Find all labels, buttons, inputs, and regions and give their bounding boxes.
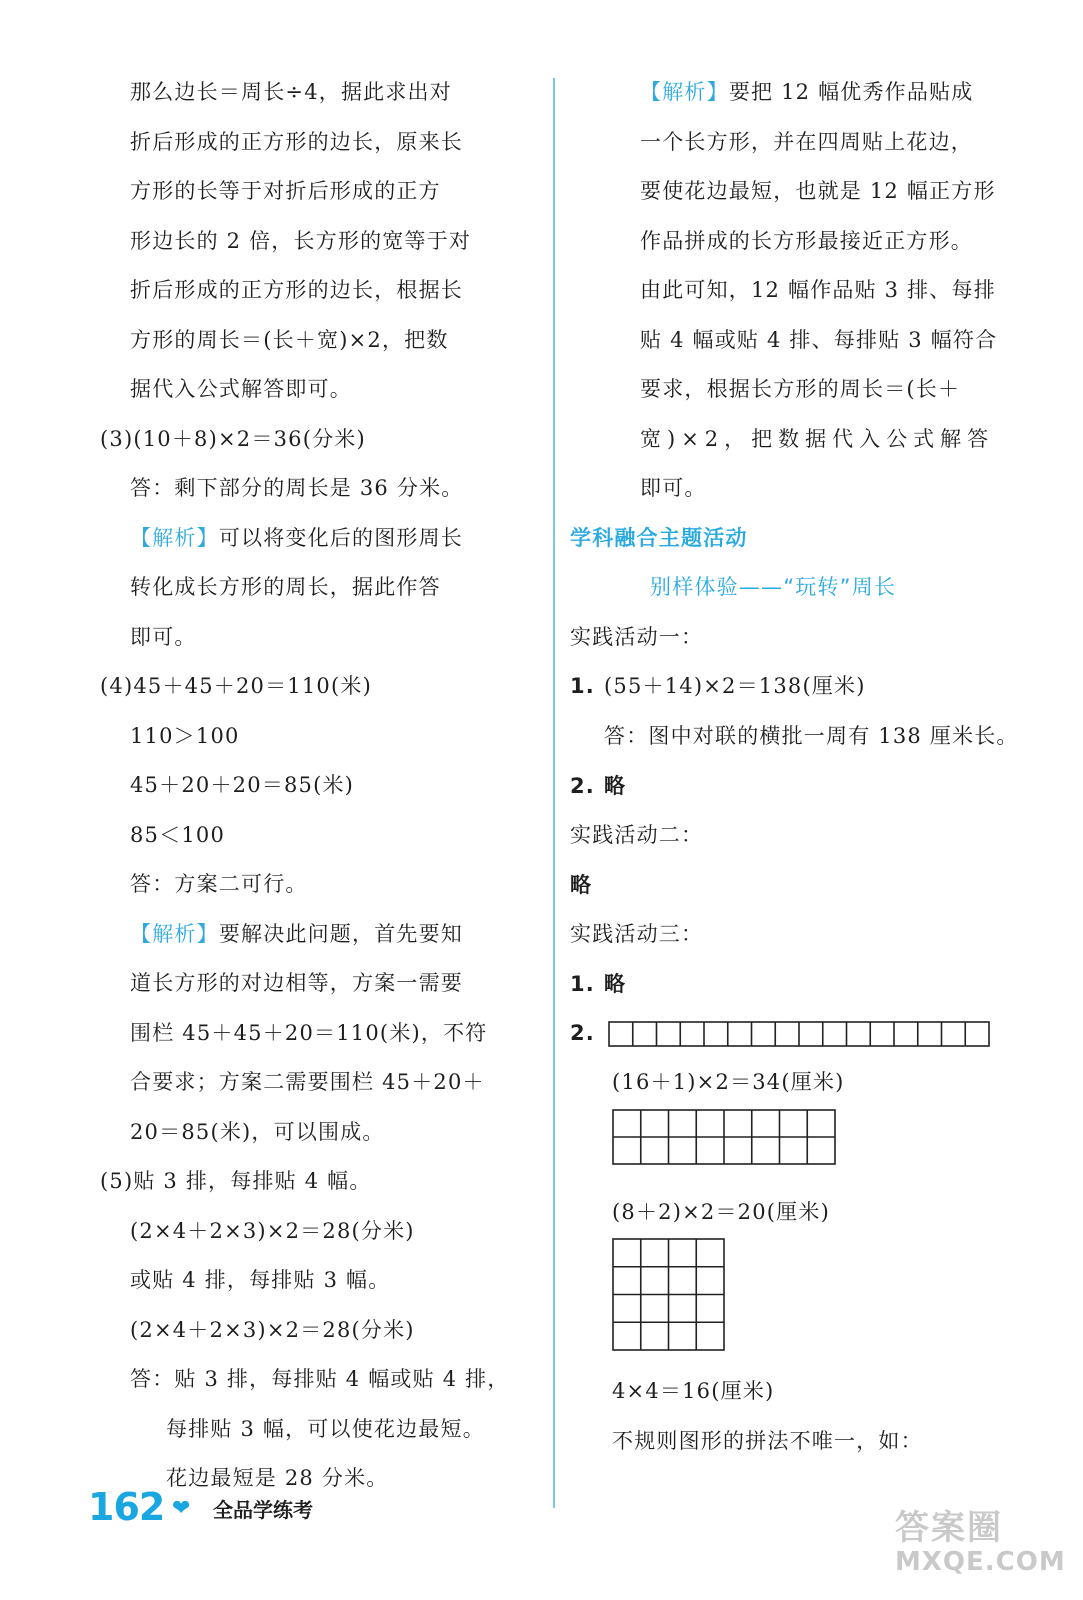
analysis-line <box>580 68 1020 118</box>
text-line: 方形的长等于对折后形成的正方 <box>130 179 441 203</box>
text-line: 即可。 <box>640 476 707 500</box>
text-line: (2×4＋2×3)×2＝28(分米) <box>130 1317 415 1342</box>
activity-2-answer: 略 <box>570 872 593 897</box>
formula-8x2: (8＋2)×2＝20(厘米) <box>612 1199 830 1224</box>
text-line: 贴 4 幅或贴 4 排、每排贴 3 幅符合 <box>640 327 998 352</box>
text-line: (2×4＋2×3)×2＝28(分米) <box>130 1218 415 1243</box>
text-line: 宽)×2，把数据代入公式解答 <box>640 426 995 451</box>
left-column <box>100 68 550 1504</box>
item-formula: (55＋14)×2＝138(厘米) <box>604 674 866 698</box>
analysis-tag: 【解析】 <box>130 525 219 550</box>
section-heading: 学科融合主题活动 <box>570 525 748 550</box>
question-5-line: (5)贴 3 排，每排贴 4 幅。 <box>100 1169 372 1193</box>
activity-1-item-1 <box>570 662 1020 712</box>
text-line: 方形的周长＝(长＋宽)×2，把数 <box>130 327 449 352</box>
text-line: 或贴 4 排，每排贴 3 幅。 <box>130 1268 391 1292</box>
analysis-tag: 【解析】 <box>130 921 219 946</box>
text-line: 每排贴 3 幅，可以使花边最短。 <box>166 1416 485 1441</box>
figure-8x2 <box>580 1108 1020 1188</box>
analysis-text: 要把 12 幅优秀作品贴成 <box>728 80 974 104</box>
brand-name: 全品学练考 <box>213 1498 313 1522</box>
page-number: 162 <box>88 1485 165 1529</box>
text-line: 由此可知，12 幅作品贴 3 排、每排 <box>640 278 996 302</box>
formula-4x4: 4×4＝16(厘米) <box>612 1379 775 1403</box>
text-line: 围栏 45＋45＋20＝110(米)，不符 <box>130 1020 488 1045</box>
question-4-formula: (4)45＋45＋20＝110(米) <box>100 674 372 698</box>
analysis-tag: 【解析】 <box>640 80 729 104</box>
text-line: 20＝85(米)，可以围成。 <box>130 1119 385 1144</box>
question-4-answer: 答：方案二可行。 <box>130 872 308 896</box>
text-line: 即可。 <box>130 624 197 649</box>
formula-strip: (16＋1)×2＝34(厘米) <box>612 1070 845 1094</box>
question-3-answer: 答：剩下部分的周长是 36 分米。 <box>130 476 464 500</box>
grid-8x2 <box>612 1108 838 1166</box>
heart-icon: ❤ <box>172 1496 191 1521</box>
text-line: 转化成长方形的周长，据此作答 <box>130 575 441 599</box>
activity-subtitle: 别样体验——“玩转”周长 <box>650 575 897 599</box>
item-text: 略 <box>604 971 627 996</box>
watermark <box>895 1500 1065 1590</box>
activity-1-answer: 答：图中对联的横批一周有 138 厘米长。 <box>604 723 1019 748</box>
item-number: 1. <box>570 674 595 698</box>
text-line: 花边最短是 28 分米。 <box>166 1466 389 1490</box>
item-number: 2. <box>570 774 595 798</box>
text-line: 合要求；方案二需要围栏 45＋20＋ <box>130 1070 485 1094</box>
watermark-url: MXQE.COM <box>895 1547 1066 1577</box>
text-line: 道长方形的对边相等，方案一需要 <box>130 971 463 995</box>
text-line: 一个长方形，并在四周贴上花边， <box>640 129 973 154</box>
item-number: 1. <box>570 972 595 996</box>
column-divider <box>553 78 555 1508</box>
question-5-answer: 答：贴 3 排，每排贴 4 幅或贴 4 排， <box>130 1367 510 1391</box>
text-line: 要求，根据长方形的周长＝(长＋ <box>640 377 961 401</box>
activity-3-item-2 <box>570 1009 1020 1059</box>
activity-3-item-1 <box>570 959 1020 1009</box>
activity-2-heading: 实践活动二： <box>570 822 704 847</box>
analysis-text: 可以将变化后的图形周长 <box>218 525 464 550</box>
item-number: 2. <box>570 1020 595 1045</box>
text-line: 折后形成的正方形的边长，原来长 <box>130 129 463 154</box>
text-line: 110＞100 <box>130 723 240 748</box>
grid-4x4 <box>612 1237 726 1353</box>
text-line: 作品拼成的长方形最接近正方形。 <box>640 228 973 253</box>
question-3-formula: (3)(10＋8)×2＝36(分米) <box>100 426 366 451</box>
watermark-logo-text: 答案圈 <box>895 1508 1003 1548</box>
text-line: 要使花边最短，也就是 12 幅正方形 <box>640 179 996 203</box>
activity-1-heading: 实践活动一： <box>570 624 704 649</box>
grid-strip-16x1 <box>608 1021 990 1047</box>
text-line: 45＋20＋20＝85(米) <box>130 773 355 797</box>
figure-4x4 <box>580 1237 1020 1367</box>
activity-3-heading: 实践活动三： <box>570 921 704 946</box>
analysis-line <box>130 910 550 960</box>
analysis-line <box>130 514 550 564</box>
activity-1-item-2 <box>570 761 1020 811</box>
text-line: 那么边长＝周长÷4，据此求出对 <box>130 80 452 104</box>
item-text: 略 <box>604 773 627 798</box>
text-line: 折后形成的正方形的边长，根据长 <box>130 278 463 302</box>
right-column <box>570 68 1020 1466</box>
analysis-text: 要解决此问题，首先要知 <box>218 921 464 946</box>
text-line: 形边长的 2 倍，长方形的宽等于对 <box>130 228 472 253</box>
text-line: 85＜100 <box>130 822 226 847</box>
irregular-note: 不规则图形的拼法不唯一，如： <box>612 1428 923 1453</box>
text-line: 据代入公式解答即可。 <box>130 377 352 401</box>
